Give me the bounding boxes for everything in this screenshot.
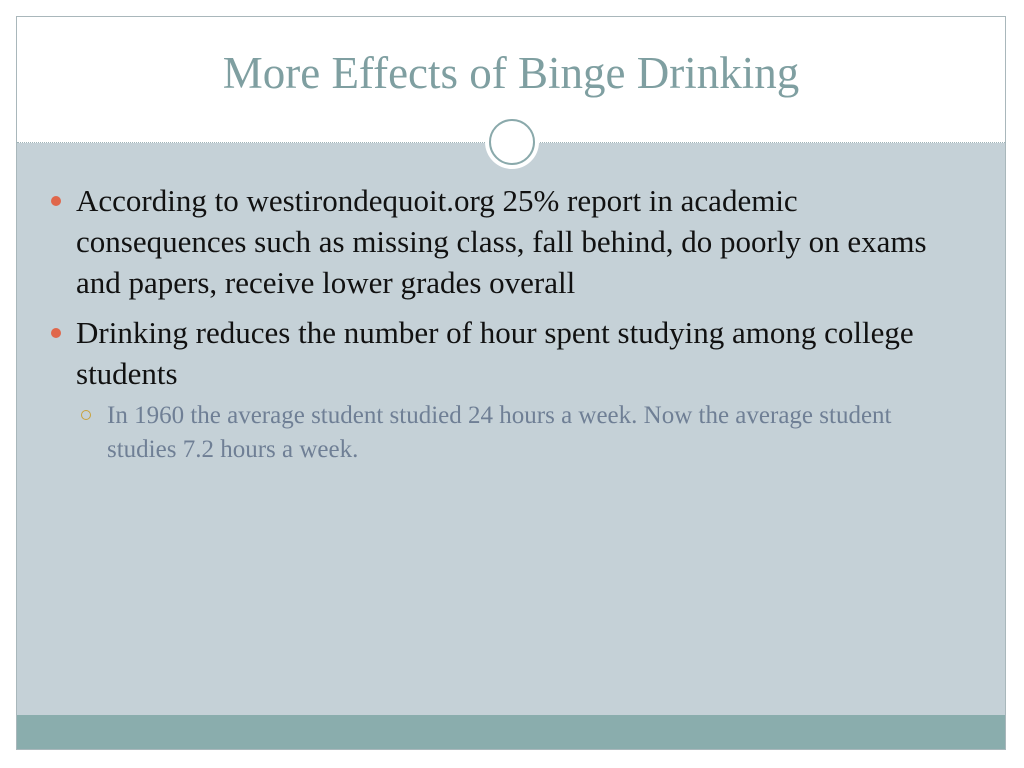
bullet-text: Drinking reduces the number of hour spent studying among college students	[76, 315, 914, 391]
footer-band	[17, 715, 1005, 749]
slide-title: More Effects of Binge Drinking	[222, 48, 800, 98]
sub-bullet-item	[81, 399, 961, 467]
bullet-dot-icon	[51, 328, 61, 338]
sub-bullet-text: In 1960 the average student studied 24 hours a week. Now the average student studies 7.2 hours a week.	[107, 402, 892, 463]
ring-ornament-icon	[485, 115, 539, 169]
slide-content	[51, 180, 961, 467]
bullet-item	[51, 180, 961, 303]
bullet-item	[51, 312, 961, 394]
bullet-dot-icon	[51, 196, 61, 206]
ring-ornament-inner	[489, 119, 535, 165]
bullet-text: According to westirondequoit.org 25% report in academic consequences such as missing class, fall behind, do poorly on exams and papers, receive lower grades overall	[76, 183, 927, 300]
slide	[16, 16, 1006, 750]
sub-bullet-ring-icon	[81, 410, 91, 420]
